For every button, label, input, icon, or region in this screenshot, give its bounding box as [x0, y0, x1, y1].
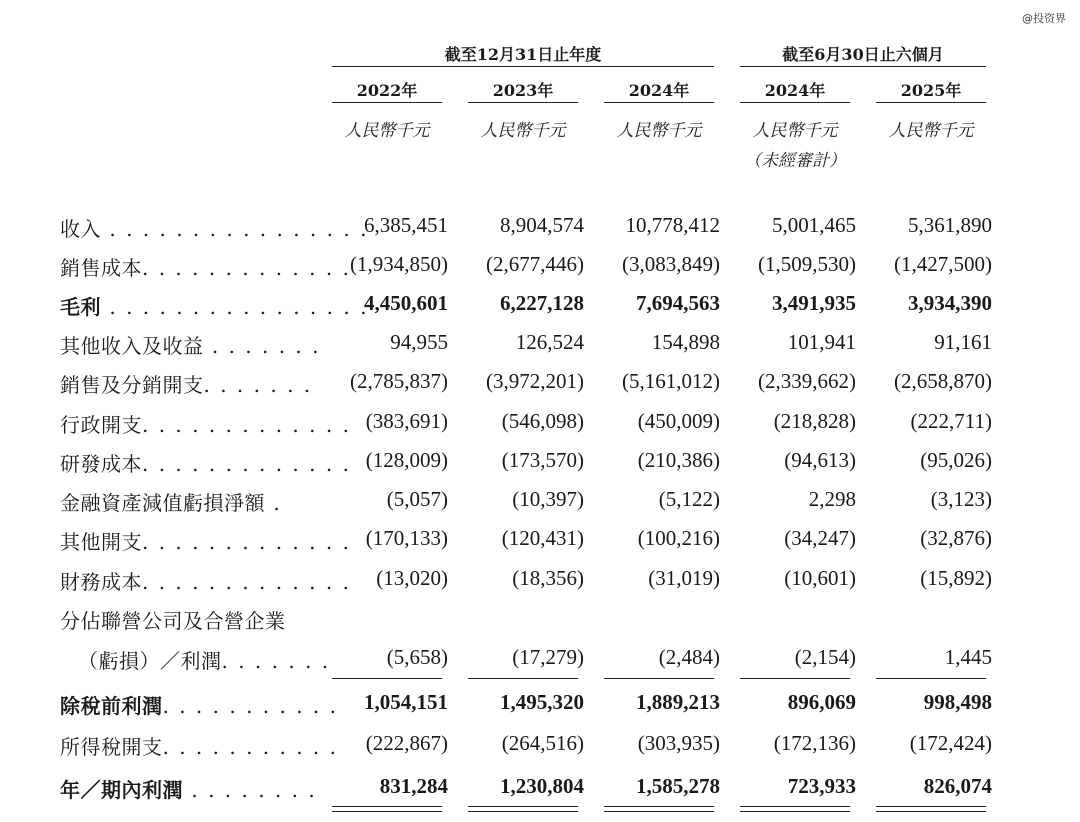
row-label-text: 所得稅開支: [60, 735, 163, 759]
table-row: [0, 487, 1080, 517]
row-value: 2,298: [808, 487, 856, 511]
table-row: [0, 252, 1080, 282]
subtotal-rule-0: [332, 678, 442, 679]
row-value: (170,133): [365, 526, 448, 550]
row-value: (5,122): [658, 487, 720, 511]
col-year-2022: 2022年: [356, 81, 418, 100]
row-value: (2,785,837): [350, 369, 448, 393]
subtotal-rule-1: [468, 678, 578, 679]
row-value: 826,074: [923, 774, 992, 798]
row-value: 6,385,451: [364, 213, 448, 237]
table-row: [0, 526, 1080, 556]
row-value: (222,711): [910, 409, 992, 433]
row-value: (17,279): [512, 645, 584, 669]
row-value: 8,904,574: [500, 213, 584, 237]
row-value: 4,450,601: [364, 291, 448, 315]
row-value: (13,020): [376, 566, 448, 590]
col-unit-2: 人民幣千元: [616, 121, 702, 141]
subtotal-rule-3: [740, 678, 850, 679]
row-label: [60, 566, 351, 595]
row-leader-dots: . . . . . . . . . . .: [162, 735, 339, 759]
row-value: (120,431): [501, 526, 584, 550]
row-label-text: 除稅前利潤: [60, 694, 163, 718]
subtotal-rule-4: [876, 678, 986, 679]
col-year-2023: 2023年: [492, 81, 554, 100]
col-unit-0: 人民幣千元: [344, 121, 430, 141]
row-value: (32,876): [920, 526, 992, 550]
row-value: (5,658): [386, 645, 448, 669]
table-row: [0, 645, 1080, 675]
row-value: 5,001,465: [772, 213, 856, 237]
col-rule-1: [468, 102, 578, 103]
table-row: [0, 409, 1080, 439]
row-value: 91,161: [934, 330, 992, 354]
row-label: [60, 731, 338, 760]
row-value: (1,509,530): [758, 252, 856, 276]
row-value: 723,933: [787, 774, 856, 798]
table-row: [0, 291, 1080, 321]
row-value: 831,284: [379, 774, 448, 798]
row-value: (172,424): [909, 731, 992, 755]
row-label-text: 毛利: [60, 295, 101, 319]
row-value: (95,026): [920, 448, 992, 472]
row-label: [60, 448, 351, 477]
interim-group-header: 截至6月30日止六個月: [782, 45, 944, 64]
row-value: (128,009): [365, 448, 448, 472]
row-value: (2,484): [658, 645, 720, 669]
row-value: 94,955: [390, 330, 448, 354]
col-year-2024: 2024年: [628, 81, 690, 100]
col-unit-1: 人民幣千元: [480, 121, 566, 141]
col-year-2024-interim: 2024年: [764, 81, 826, 100]
col-rule-3: [740, 102, 850, 103]
annual-group-rule: [332, 66, 714, 67]
row-label-text: 銷售成本: [60, 256, 142, 280]
row-value: (173,570): [501, 448, 584, 472]
row-value: 154,898: [651, 330, 720, 354]
table-row: [0, 213, 1080, 243]
row-value: 7,694,563: [636, 291, 720, 315]
row-value: (210,386): [637, 448, 720, 472]
annual-group-header: 截至12月31日止年度: [444, 45, 602, 64]
row-value: (31,019): [648, 566, 720, 590]
row-value: (5,057): [386, 487, 448, 511]
row-leader-dots: . . . . . . . . . . . . .: [142, 570, 351, 594]
row-value: (2,658,870): [894, 369, 992, 393]
row-value: (303,935): [637, 731, 720, 755]
row-value: (18,356): [512, 566, 584, 590]
row-leader-dots: . . . . . . . . . . .: [162, 694, 339, 718]
row-label-text: 財務成本: [60, 570, 142, 594]
row-value: (5,161,012): [622, 369, 720, 393]
table-row: [0, 369, 1080, 399]
row-label: [60, 252, 351, 281]
row-label-text: 研發成本: [60, 452, 142, 476]
table-row: [0, 605, 1080, 635]
row-value: 10,778,412: [625, 213, 720, 237]
row-value: (34,247): [784, 526, 856, 550]
row-value: 998,498: [923, 690, 992, 714]
row-value: (3,083,849): [622, 252, 720, 276]
double-rule-1b: [468, 811, 578, 812]
row-leader-dots: . . . . . . . . . . . . .: [142, 256, 351, 280]
row-value: (546,098): [501, 409, 584, 433]
col-rule-2: [604, 102, 714, 103]
col-year-2025: 2025年: [900, 81, 962, 100]
row-value: 5,361,890: [908, 213, 992, 237]
row-leader-dots: . . . . . . . . . . . . .: [142, 452, 351, 476]
subtotal-rule-2: [604, 678, 714, 679]
double-rule-4b: [876, 811, 986, 812]
row-label: [78, 645, 330, 674]
row-label-text: 年／期內利潤: [60, 778, 183, 802]
row-value: (10,601): [784, 566, 856, 590]
row-label-text: 其他收入及收益: [60, 334, 204, 358]
col-note-unaudited: （未經審計）: [744, 151, 846, 171]
row-label: [60, 690, 338, 719]
row-value: 1,889,213: [636, 690, 720, 714]
double-rule-4a: [876, 806, 986, 807]
table-row: [0, 731, 1080, 761]
col-rule-4: [876, 102, 986, 103]
row-label-text: 行政開支: [60, 413, 142, 437]
row-label: [60, 369, 312, 398]
col-unit-4: 人民幣千元: [888, 121, 974, 141]
double-rule-0b: [332, 811, 442, 812]
row-value: (10,397): [512, 487, 584, 511]
row-label: [60, 526, 351, 555]
row-value: (100,216): [637, 526, 720, 550]
row-value: (264,516): [501, 731, 584, 755]
row-value: 1,495,320: [500, 690, 584, 714]
row-label: [60, 409, 351, 438]
row-value: (15,892): [920, 566, 992, 590]
row-label: [60, 330, 321, 359]
row-label-text: 銷售及分銷開支: [60, 373, 204, 397]
double-rule-3b: [740, 811, 850, 812]
row-leader-dots: . . . . . . .: [203, 373, 313, 397]
row-value: (2,677,446): [486, 252, 584, 276]
row-leader-dots: . . . . . . .: [203, 334, 321, 358]
table-row: [0, 330, 1080, 360]
row-value: 1,230,804: [500, 774, 584, 798]
row-label: [60, 487, 282, 516]
row-value: 1,054,151: [364, 690, 448, 714]
row-label-text: 金融資產減值虧損淨額: [60, 491, 265, 515]
row-value: (94,613): [784, 448, 856, 472]
col-rule-0: [332, 102, 442, 103]
double-rule-3a: [740, 806, 850, 807]
row-value: (383,691): [365, 409, 448, 433]
row-value: (1,934,850): [350, 252, 448, 276]
row-value: 3,491,935: [772, 291, 856, 315]
interim-group-rule: [740, 66, 986, 67]
row-label-text: 其他開支: [60, 530, 142, 554]
row-leader-dots: . . . . . . . .: [183, 778, 317, 802]
row-label: [60, 774, 317, 803]
table-row: [0, 774, 1080, 804]
row-value: (450,009): [637, 409, 720, 433]
row-label: [60, 605, 286, 634]
row-label: [60, 291, 368, 320]
row-value: 3,934,390: [908, 291, 992, 315]
row-label-text: 分佔聯營公司及合營企業: [60, 609, 286, 633]
row-value: (3,972,201): [486, 369, 584, 393]
row-value: (1,427,500): [894, 252, 992, 276]
table-row: [0, 566, 1080, 596]
double-rule-2a: [604, 806, 714, 807]
row-value: 1,585,278: [636, 774, 720, 798]
double-rule-1a: [468, 806, 578, 807]
row-leader-dots: . . . . . . . . . . . . .: [142, 530, 351, 554]
row-value: (3,123): [930, 487, 992, 511]
row-value: 101,941: [787, 330, 856, 354]
row-value: 126,524: [515, 330, 584, 354]
row-value: (172,136): [773, 731, 856, 755]
row-leader-dots: . . . . . . . . . . . . . . . .: [101, 295, 369, 319]
row-value: 6,227,128: [500, 291, 584, 315]
double-rule-0a: [332, 806, 442, 807]
table-row: [0, 448, 1080, 478]
row-leader-dots: .: [265, 491, 282, 515]
row-value: (2,339,662): [758, 369, 856, 393]
row-leader-dots: . . . . . . .: [221, 649, 331, 673]
row-label-text: （虧損）／利潤: [78, 649, 222, 673]
row-value: 1,445: [944, 645, 992, 669]
col-unit-3: 人民幣千元: [752, 121, 838, 141]
row-value: 896,069: [787, 690, 856, 714]
table-row: [0, 690, 1080, 720]
watermark: @投资界: [1022, 12, 1066, 25]
row-value: (222,867): [365, 731, 448, 755]
row-leader-dots: . . . . . . . . . . . . .: [142, 413, 351, 437]
row-leader-dots: . . . . . . . . . . . . . . . .: [101, 217, 369, 241]
double-rule-2b: [604, 811, 714, 812]
row-label-text: 收入: [60, 217, 101, 241]
row-value: (2,154): [794, 645, 856, 669]
row-value: (218,828): [773, 409, 856, 433]
row-label: [60, 213, 368, 242]
